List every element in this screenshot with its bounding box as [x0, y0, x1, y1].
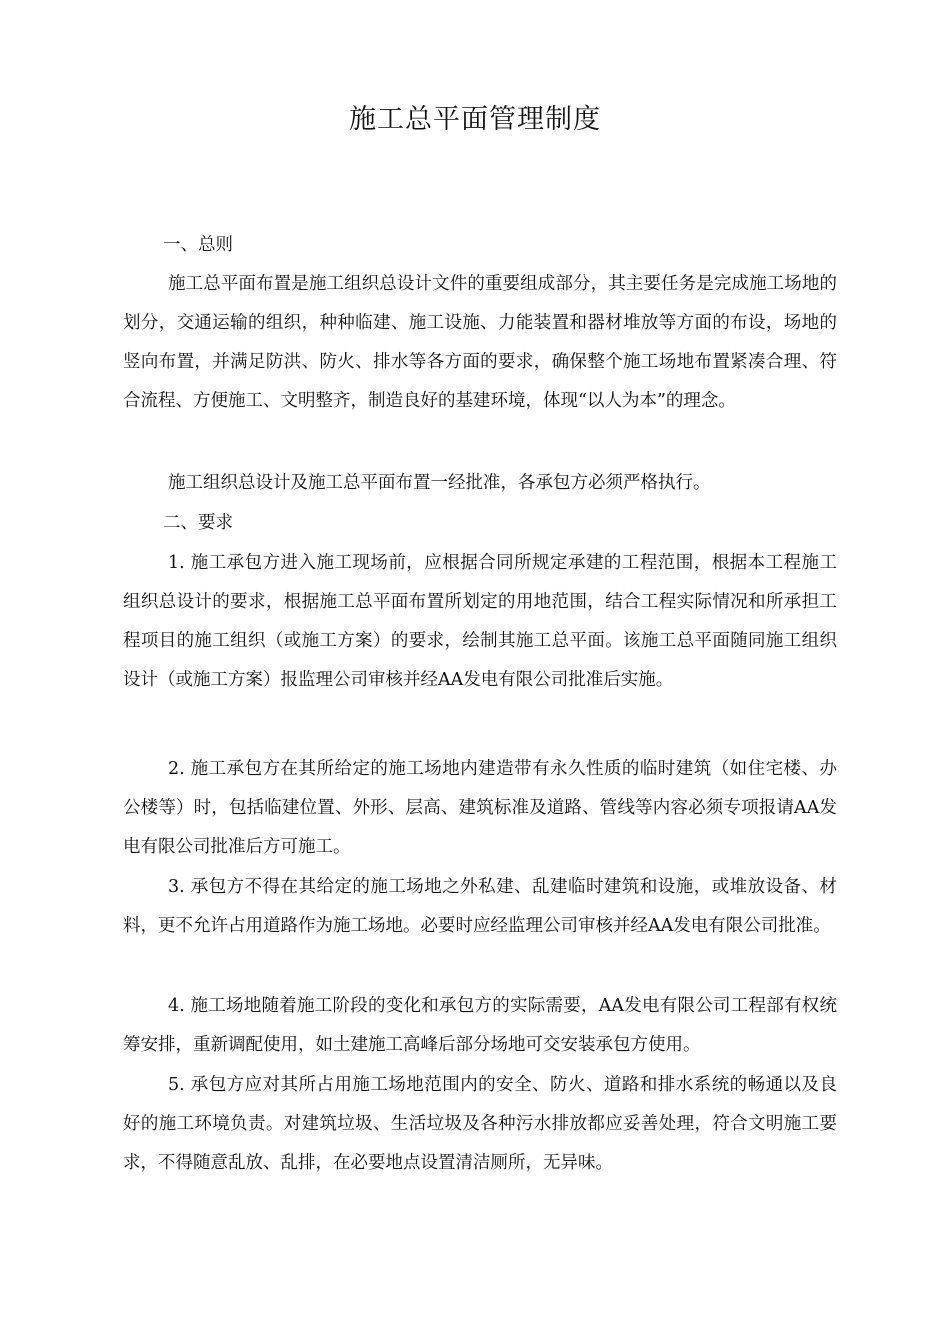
document-title: 施工总平面管理制度	[349, 104, 601, 135]
section-heading-general: 一、总则	[163, 235, 233, 255]
paragraph-overview: 施工总平面布置是施工组织总设计文件的重要组成部分，其主要任务是完成施工场地的划分，交通运输的组织，种种临建、施工设施、力能装置和器材堆放等方面的布设，场地的竖向布置，并满足防洪、防火、排水等各方面的要求，确保整个施工场地布置紧凑合理、符合流程、方便施工、文明整齐，制造良好的基建环境，体现“以人为本”的理念。	[123, 274, 837, 411]
requirement-item-5: 5. 承包方应对其所占用施工场地范围内的安全、防火、道路和排水系统的畅通以及良好的施工环境负责。对建筑垃圾、生活垃圾及各种污水排放都应妥善处理，符合文明施工要求，不得随意乱放、乱排，在必要地点设置清洁厕所，无异味。	[123, 1075, 837, 1173]
paragraph-approval: 施工组织总设计及施工总平面布置一经批准，各承包方必须严格执行。	[168, 473, 711, 493]
requirement-item-4: 4. 施工场地随着施工阶段的变化和承包方的实际需要，AA发电有限公司工程部有权统筹安排，重新调配使用，如土建施工高峰后部分场地可交安装承包方使用。	[123, 996, 837, 1055]
requirement-item-1: 1. 施工承包方进入施工现场前，应根据合同所规定承建的工程范围，根据本工程施工组织总设计的要求，根据施工总平面布置所划定的用地范围，结合工程实际情况和所承担工程项目的施工组织（或施工方案）的要求，绘制其施工总平面。该施工总平面随同施工组织设计（或施工方案）报监理公司审核并经AA发电有限公司批准后实施。	[123, 553, 837, 690]
section-heading-requirements: 二、要求	[163, 513, 233, 533]
requirement-item-3: 3. 承包方不得在其给定的施工场地之外私建、乱建临时建筑和设施，或堆放设备、材料，更不允许占用道路作为施工场地。必要时应经监理公司审核并经AA发电有限公司批准。	[123, 877, 837, 936]
requirement-item-2: 2. 施工承包方在其所给定的施工场地内建造带有永久性质的临时建筑（如住宅楼、办公楼等）时，包括临建位置、外形、层高、建筑标准及道路、管线等内容必须专项报请AA发电有限公司批准后方可施工。	[123, 759, 837, 857]
